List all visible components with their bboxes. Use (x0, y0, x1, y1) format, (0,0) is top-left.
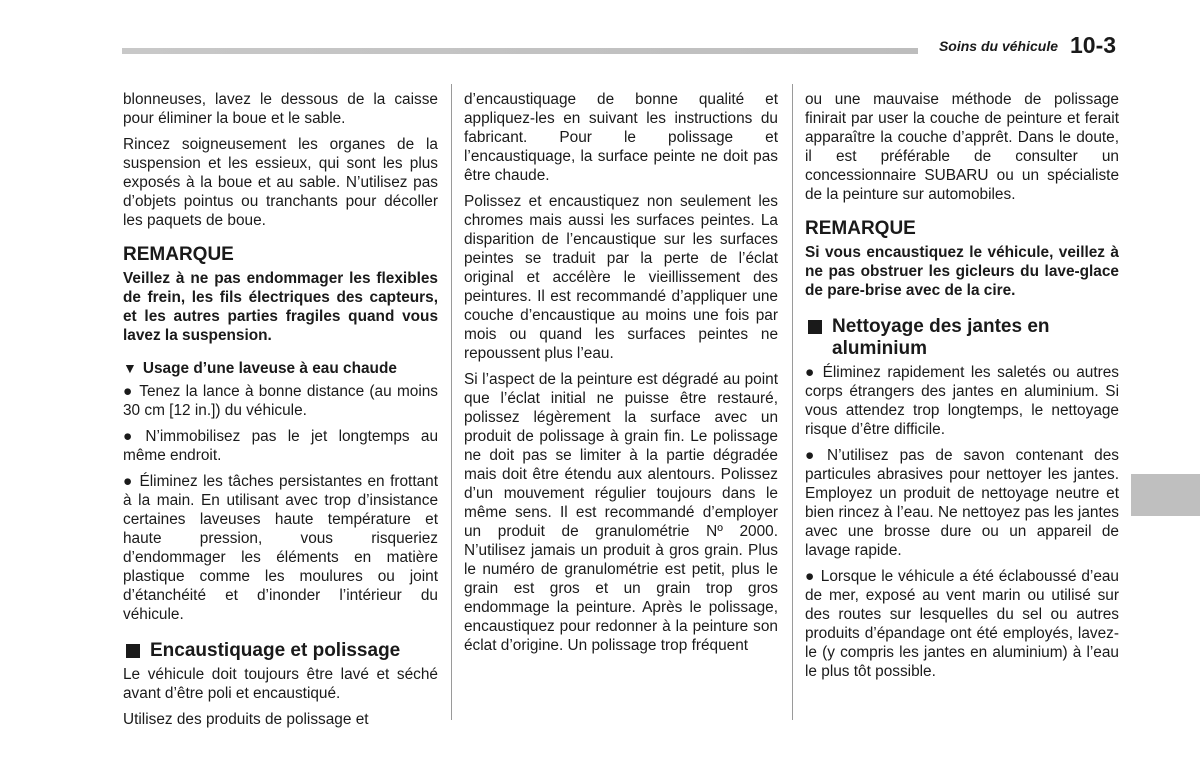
column-left (123, 90, 438, 736)
remark-heading: REMARQUE (123, 244, 234, 265)
bullet-icon: ● (123, 383, 134, 400)
bullet-text: N’utilisez pas de savon contenant des particules abrasives pour nettoyer les jantes. Employez un produit de nettoyage neutre et bien rincez à l’eau. Ne nettoyez pas les jantes avec une brosse dure ou un appareil de lavage rapide. (805, 447, 1119, 559)
bullet-item (805, 567, 1119, 681)
subsection-heading (123, 359, 438, 378)
bullet-item (123, 382, 438, 420)
bullet-item (805, 363, 1119, 439)
paragraph: Rincez soigneusement les organes de la suspension et les essieux, qui sont les plus exposés à la boue et au sable. N’utilisez pas d’objets pointus ou tranchants pour décoller les paquets de boue. (123, 136, 438, 229)
triangle-icon: ▼ (123, 360, 137, 376)
square-icon (126, 644, 140, 658)
bullet-icon: ● (805, 364, 817, 381)
bullet-icon: ● (123, 428, 140, 445)
paragraph: Utilisez des produits de polissage et (123, 711, 369, 728)
header-rule (122, 48, 918, 54)
section-heading (805, 316, 1119, 360)
bullet-text: Lorsque le véhicule a été éclaboussé d’eau de mer, exposé au vent marin ou utilisé sur des routes sur lesquelles du sel ou autres produits d’épandage ont été employés, lavez-le (y compris les jantes en aluminium) à l’eau le plus tôt possible. (805, 568, 1119, 680)
paragraph: Le véhicule doit toujours être lavé et séché avant d’être poli et encaustiqué. (123, 666, 438, 702)
column-divider-right (792, 84, 793, 720)
section-heading-text: Encaustiquage et polissage (150, 640, 401, 661)
bullet-item (123, 427, 438, 465)
bullet-text: Éliminez les tâches persistantes en frottant à la main. En utilisant avec trop d’insistance certaines laveuses haute température et haute pression, vous risqueriez d’endommager les éléments en matière plastique comme les moulures ou joint d’étanchéité et d’inonder l’intérieur du véhicule. (123, 473, 438, 623)
column-right (805, 90, 1119, 688)
subsection-heading-text: Usage d’une laveuse à eau chaude (142, 360, 397, 377)
bullet-text: Éliminez rapidement les saletés ou autres corps étrangers des jantes en aluminium. Si vous attendez trop longtemps, le nettoyage risque d’être difficile. (805, 364, 1120, 438)
paragraph: Si l’aspect de la peinture est dégradé au point que l’éclat initial ne puisse être restauré, polissez légèrement la surface avec un produit de polissage à grain fin. Le polissage ne doit pas se limiter à la partie dégradée mais doit être étendu aux alentours. Polissez d’un mouvement régulier toujours dans le même sens. Il est recommandé d’employer un produit de granulométrie Nº 2000. N’utilisez jamais un produit à gros grain. Plus le numéro de granulométrie est petit, plus le grain est gros et un grain trop gros endommage la peinture. Après le polissage, encaustiquez pour redonner à la peinture son éclat d’origine. Un polissage trop fréquent (464, 371, 778, 654)
paragraph: d’encaustiquage de bonne qualité et appliquez-les en suivant les instructions du fabricant. Pour le polissage et l’encaustiquage, la surface peinte ne doit pas être chaude. (464, 91, 778, 184)
remark-text: Veillez à ne pas endommager les flexibles de frein, les fils électriques des capteurs, et les autres parties fragiles quand vous lavez la suspension. (123, 270, 438, 344)
bullet-item (123, 472, 438, 624)
bullet-icon: ● (123, 473, 134, 490)
paragraph: ou une mauvaise méthode de polissage finirait par user la couche de peinture et ferait apparaître la couche d’apprêt. Dans le doute, il est préférable de consulter un concessionnaire SUBARU ou un spécialiste de la peinture sur automobiles. (805, 91, 1119, 203)
page-number: 10-3 (1070, 32, 1117, 58)
section-heading-text: Nettoyage des jantes en aluminium (832, 316, 1050, 359)
square-icon (808, 320, 822, 334)
bullet-item (805, 446, 1119, 560)
bullet-icon: ● (805, 568, 815, 585)
column-middle (464, 90, 778, 662)
remark-heading: REMARQUE (805, 218, 916, 239)
chapter-tab (1131, 474, 1200, 516)
bullet-text: N’immobilisez pas le jet longtemps au même endroit. (123, 428, 439, 464)
bullet-text: Tenez la lance à bonne distance (au moins 30 cm [12 in.]) du véhicule. (123, 383, 438, 419)
running-header-title: Soins du véhicule (938, 38, 1058, 54)
paragraph: Polissez et encaustiquez non seulement les chromes mais aussi les surfaces peintes. La disparition de l’encaustique sur les surfaces peintes se traduit par la perte de l’éclat original et accélère le vieillissement des peintures. Il est recommandé d’appliquer une couche d’encaustique au moins une fois par mois ou quand les surfaces peintes ne repoussent plus l’eau. (464, 193, 778, 362)
paragraph: blonneuses, lavez le dessous de la caisse pour éliminer la boue et le sable. (123, 91, 438, 127)
column-divider-left (451, 84, 452, 720)
bullet-icon: ● (805, 447, 822, 464)
section-heading (123, 640, 438, 662)
remark-text: Si vous encaustiquez le véhicule, veillez à ne pas obstruer les gicleurs du lave-glace de pare-brise avec de la cire. (805, 244, 1119, 299)
